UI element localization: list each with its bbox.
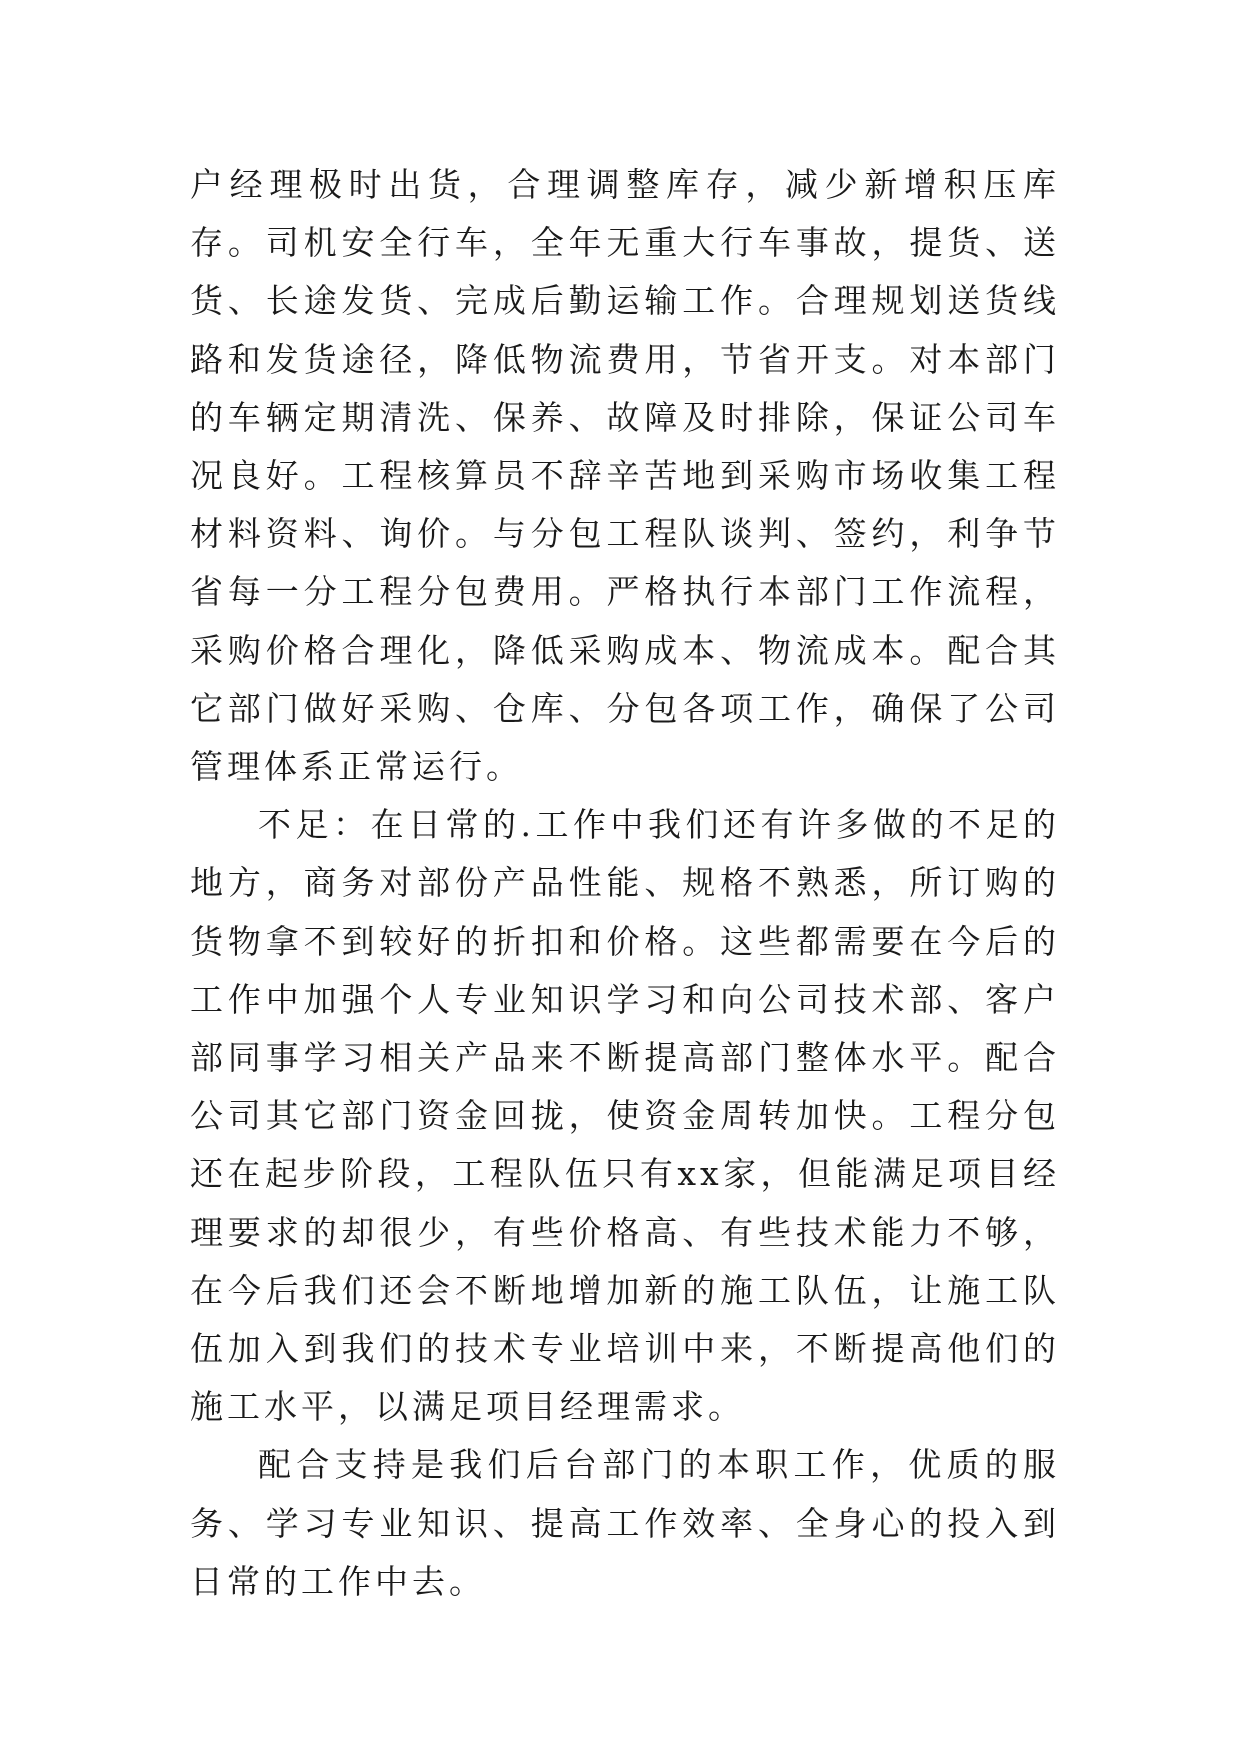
document-body <box>190 156 1060 1611</box>
paragraph-logistics-summary: 户经理极时出货，合理调整库存，减少新增积压库存。司机安全行车，全年无重大行车事故，提货、送货、长途发货、完成后勤运输工作。合理规划送货线路和发货途径，降低物流费用，节省开支。对本部门的车辆定期清洗、保养、故障及时排除，保证公司车况良好。工程核算员不辞辛苦地到采购市场收集工程材料资料、询价。与分包工程队谈判、签约，利争节省每一分工程分包费用。严格执行本部门工作流程，采购价格合理化，降低采购成本、物流成本。配合其它部门做好采购、仓库、分包各项工作，确保了公司管理体系正常运行。 <box>190 165 1060 787</box>
paragraph-support-commitment: 配合支持是我们后台部门的本职工作，优质的服务、学习专业知识、提高工作效率、全身心的投入到日常的工作中去。 <box>190 1445 1060 1601</box>
paragraph-shortcomings: 不足：在日常的.工作中我们还有许多做的不足的地方，商务对部份产品性能、规格不熟悉，所订购的货物拿不到较好的折扣和价格。这些都需要在今后的工作中加强个人专业知识学习和向公司技术部、客户部同事学习相关产品来不断提高部门整体水平。配合公司其它部门资金回拢，使资金周转加快。工程分包还在起步阶段，工程队伍只有xx家，但能满足项目经理要求的却很少，有些价格高、有些技术能力不够，在今后我们还会不断地增加新的施工队伍，让施工队伍加入到我们的技术专业培训中来，不断提高他们的施工水平，以满足项目经理需求。 <box>190 805 1060 1427</box>
